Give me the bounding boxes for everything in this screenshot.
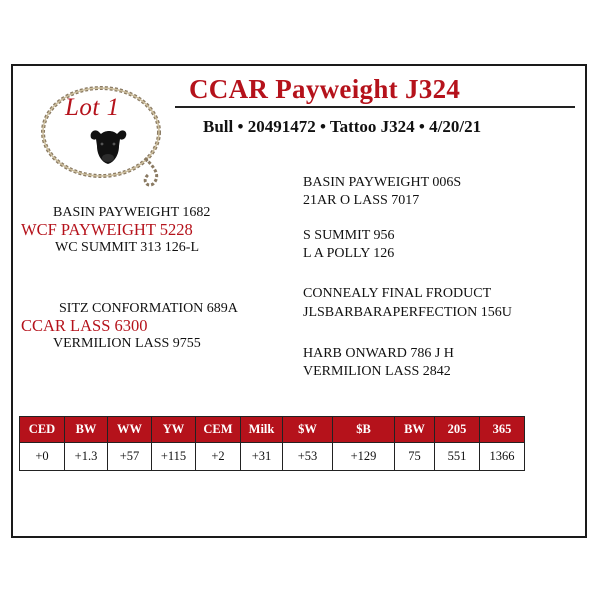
- pedigree-right-3: S SUMMIT 956: [303, 228, 395, 243]
- sire: WCF PAYWEIGHT 5228: [21, 220, 193, 239]
- epd-value-row: [20, 443, 525, 471]
- epd-value: +1.3: [65, 443, 108, 471]
- epd-header: BW: [65, 417, 108, 443]
- dam-dam: VERMILION LASS 9755: [53, 336, 201, 351]
- pedigree-right-8: VERMILION LASS 2842: [303, 364, 451, 379]
- epd-table: [19, 416, 525, 471]
- epd-value: +129: [333, 443, 395, 471]
- epd-value: 75: [395, 443, 435, 471]
- epd-header: CEM: [196, 417, 241, 443]
- animal-info: Bull • 20491472 • Tattoo J324 • 4/20/21: [203, 117, 482, 136]
- dam-sire: SITZ CONFORMATION 689A: [59, 301, 238, 316]
- epd-header: $B: [333, 417, 395, 443]
- epd-header: $W: [283, 417, 333, 443]
- epd-value: 551: [435, 443, 480, 471]
- lot-label: Lot 1: [65, 94, 120, 121]
- epd-value: 1366: [480, 443, 525, 471]
- epd-value: +53: [283, 443, 333, 471]
- epd-value: +31: [241, 443, 283, 471]
- epd-header: CED: [20, 417, 65, 443]
- epd-value: +0: [20, 443, 65, 471]
- dam: CCAR LASS 6300: [21, 316, 148, 335]
- pedigree-right-2: 21AR O LASS 7017: [303, 193, 420, 208]
- pedigree-right-7: HARB ONWARD 786 J H: [303, 346, 454, 361]
- pedigree-right-1: BASIN PAYWEIGHT 006S: [303, 175, 462, 190]
- pedigree-right-4: L A POLLY 126: [303, 246, 395, 261]
- epd-value: +2: [196, 443, 241, 471]
- epd-value: +115: [152, 443, 196, 471]
- epd-header: WW: [108, 417, 152, 443]
- epd-header: 205: [435, 417, 480, 443]
- epd-header: YW: [152, 417, 196, 443]
- epd-header-row: [20, 417, 525, 443]
- lot-card: [11, 64, 587, 538]
- epd-header: Milk: [241, 417, 283, 443]
- lot-logo: [37, 80, 173, 190]
- epd-header: BW: [395, 417, 435, 443]
- page-title: CCAR Payweight J324: [189, 74, 461, 104]
- pedigree-right-5: CONNEALY FINAL FRODUCT: [303, 286, 492, 301]
- epd-header: 365: [480, 417, 525, 443]
- bull-icon: [85, 124, 131, 166]
- sire-dam: WC SUMMIT 313 126-L: [55, 240, 200, 255]
- epd-value: +57: [108, 443, 152, 471]
- sire-sire: BASIN PAYWEIGHT 1682: [53, 205, 211, 220]
- title-divider: [175, 106, 575, 108]
- pedigree-right-6: JLSBARBARAPERFECTION 156U: [303, 305, 512, 320]
